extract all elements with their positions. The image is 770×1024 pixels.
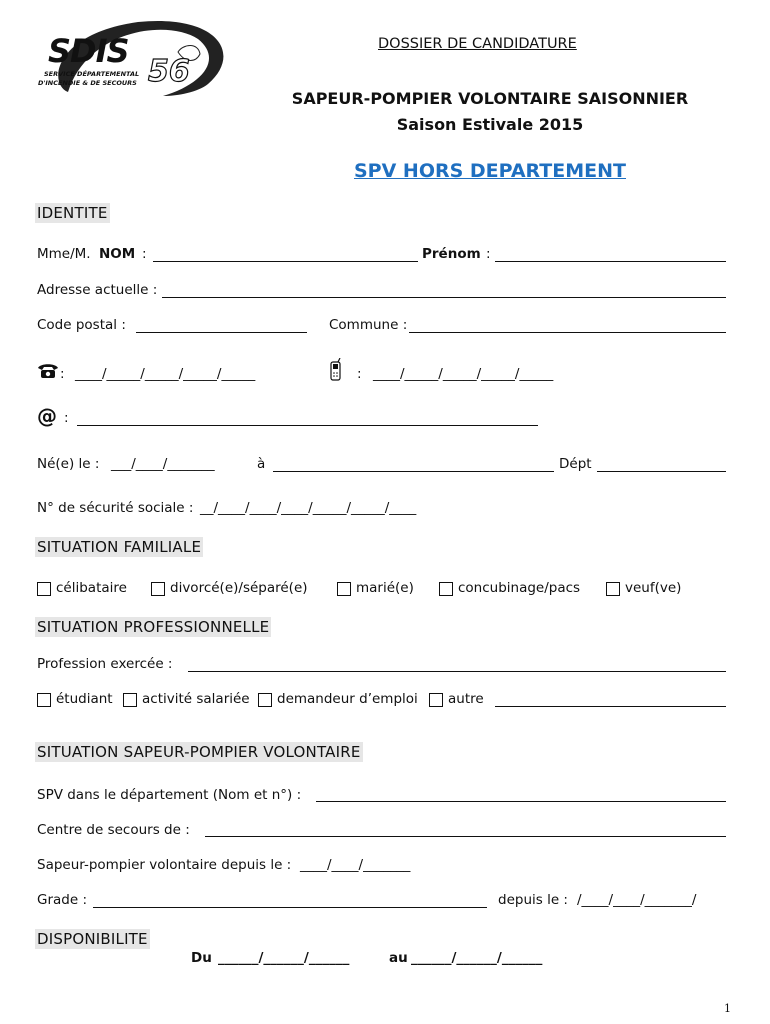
autre-field[interactable] bbox=[495, 706, 726, 707]
checkbox-demandeur[interactable] bbox=[258, 693, 272, 707]
lieu-label: à bbox=[257, 456, 266, 472]
checkbox-etudiant[interactable] bbox=[37, 693, 51, 707]
code-postal-field[interactable] bbox=[136, 332, 307, 333]
naissance-label: Né(e) le : bbox=[37, 456, 100, 472]
secu-label: N° de sécurité sociale : bbox=[37, 500, 194, 516]
dispo-au-label: au bbox=[389, 950, 408, 966]
section-professionnelle: SITUATION PROFESSIONNELLE bbox=[37, 618, 270, 636]
dept-field[interactable] bbox=[597, 471, 726, 472]
centre-secours-field[interactable] bbox=[205, 836, 726, 837]
doc-label: DOSSIER DE CANDIDATURE bbox=[378, 36, 577, 52]
season-title: Saison Estivale 2015 bbox=[396, 115, 584, 134]
prenom-field[interactable] bbox=[495, 261, 726, 262]
spv-depuis-label: Sapeur-pompier volontaire depuis le : bbox=[37, 857, 292, 873]
checkbox-divorce[interactable] bbox=[151, 582, 165, 596]
dispo-du-label: Du bbox=[191, 950, 212, 966]
spv-departement-field[interactable] bbox=[316, 801, 726, 802]
option-autre: autre bbox=[448, 691, 484, 707]
checkbox-salarie[interactable] bbox=[123, 693, 137, 707]
adresse-label: Adresse actuelle : bbox=[37, 282, 158, 298]
mobile-field[interactable]: ____/_____/_____/_____/_____ bbox=[373, 366, 554, 382]
logo-subtitle-1: SERVICE DÉPARTEMENTAL bbox=[44, 70, 140, 78]
mobile-colon: : bbox=[357, 366, 362, 382]
option-concubinage: concubinage/pacs bbox=[458, 580, 581, 596]
telephone-icon bbox=[37, 363, 59, 383]
section-disponibilite: DISPONIBILITE bbox=[37, 930, 148, 948]
option-marie: marié(e) bbox=[356, 580, 414, 596]
dispo-du-field[interactable]: ______/______/______ bbox=[218, 950, 350, 966]
logo-text: SDIS bbox=[48, 32, 129, 70]
grade-field[interactable] bbox=[93, 907, 487, 908]
mobile-phone-icon bbox=[329, 358, 343, 386]
dispo-au-field[interactable]: ______/______/______ bbox=[411, 950, 543, 966]
civilite-label: Mme/M. bbox=[37, 246, 91, 262]
nom-field[interactable] bbox=[153, 261, 418, 262]
page-title: SAPEUR-POMPIER VOLONTAIRE SAISONNIER bbox=[291, 89, 689, 108]
option-divorce: divorcé(e)/séparé(e) bbox=[170, 580, 308, 596]
option-demandeur: demandeur d’emploi bbox=[277, 691, 418, 707]
section-spv: SITUATION SAPEUR-POMPIER VOLONTAIRE bbox=[37, 743, 361, 761]
checkbox-autre[interactable] bbox=[429, 693, 443, 707]
secu-field[interactable]: __/____/____/____/_____/_____/____ bbox=[200, 500, 417, 516]
code-postal-label: Code postal : bbox=[37, 317, 126, 333]
telephone-field[interactable]: ____/_____/_____/_____/_____ bbox=[75, 366, 256, 382]
checkbox-concubinage[interactable] bbox=[439, 582, 453, 596]
sdis-logo bbox=[28, 14, 238, 100]
adresse-field[interactable] bbox=[162, 297, 726, 298]
grade-depuis-label: depuis le : bbox=[498, 892, 568, 908]
section-identite: IDENTITE bbox=[37, 204, 108, 222]
checkbox-veuf[interactable] bbox=[606, 582, 620, 596]
checkbox-marie[interactable] bbox=[337, 582, 351, 596]
spv-depuis-field[interactable]: ____/____/_______ bbox=[300, 857, 411, 873]
prenom-colon: : bbox=[486, 246, 491, 262]
page-number: 1 bbox=[724, 1002, 731, 1015]
dept-label: Dépt bbox=[559, 456, 592, 472]
nom-label: NOM bbox=[99, 246, 136, 262]
section-famille: SITUATION FAMILIALE bbox=[37, 538, 202, 556]
page-subtitle: SPV HORS DEPARTEMENT bbox=[353, 160, 626, 182]
nom-colon: : bbox=[142, 246, 147, 262]
option-etudiant: étudiant bbox=[56, 691, 113, 707]
spv-departement-label: SPV dans le département (Nom et n°) : bbox=[37, 787, 302, 803]
grade-label: Grade : bbox=[37, 892, 87, 908]
grade-depuis-field[interactable]: /____/____/_______/ bbox=[577, 892, 697, 908]
option-celibataire: célibataire bbox=[56, 580, 127, 596]
naissance-field[interactable]: ___/____/_______ bbox=[111, 456, 215, 472]
commune-field[interactable] bbox=[409, 332, 726, 333]
email-colon: : bbox=[64, 410, 69, 426]
logo-number: 56 bbox=[148, 54, 190, 89]
profession-field[interactable] bbox=[188, 671, 726, 672]
commune-label: Commune : bbox=[329, 317, 408, 333]
option-salarie: activité salariée bbox=[142, 691, 250, 707]
telephone-colon: : bbox=[60, 366, 65, 382]
centre-secours-label: Centre de secours de : bbox=[37, 822, 190, 838]
profession-label: Profession exercée : bbox=[37, 656, 173, 672]
logo-subtitle-2: D'INCENDIE & DE SECOURS bbox=[38, 79, 137, 87]
option-veuf: veuf(ve) bbox=[625, 580, 682, 596]
prenom-label: Prénom bbox=[422, 246, 481, 262]
email-icon: @ bbox=[37, 404, 57, 428]
lieu-field[interactable] bbox=[273, 471, 554, 472]
email-field[interactable] bbox=[77, 425, 538, 426]
checkbox-celibataire[interactable] bbox=[37, 582, 51, 596]
